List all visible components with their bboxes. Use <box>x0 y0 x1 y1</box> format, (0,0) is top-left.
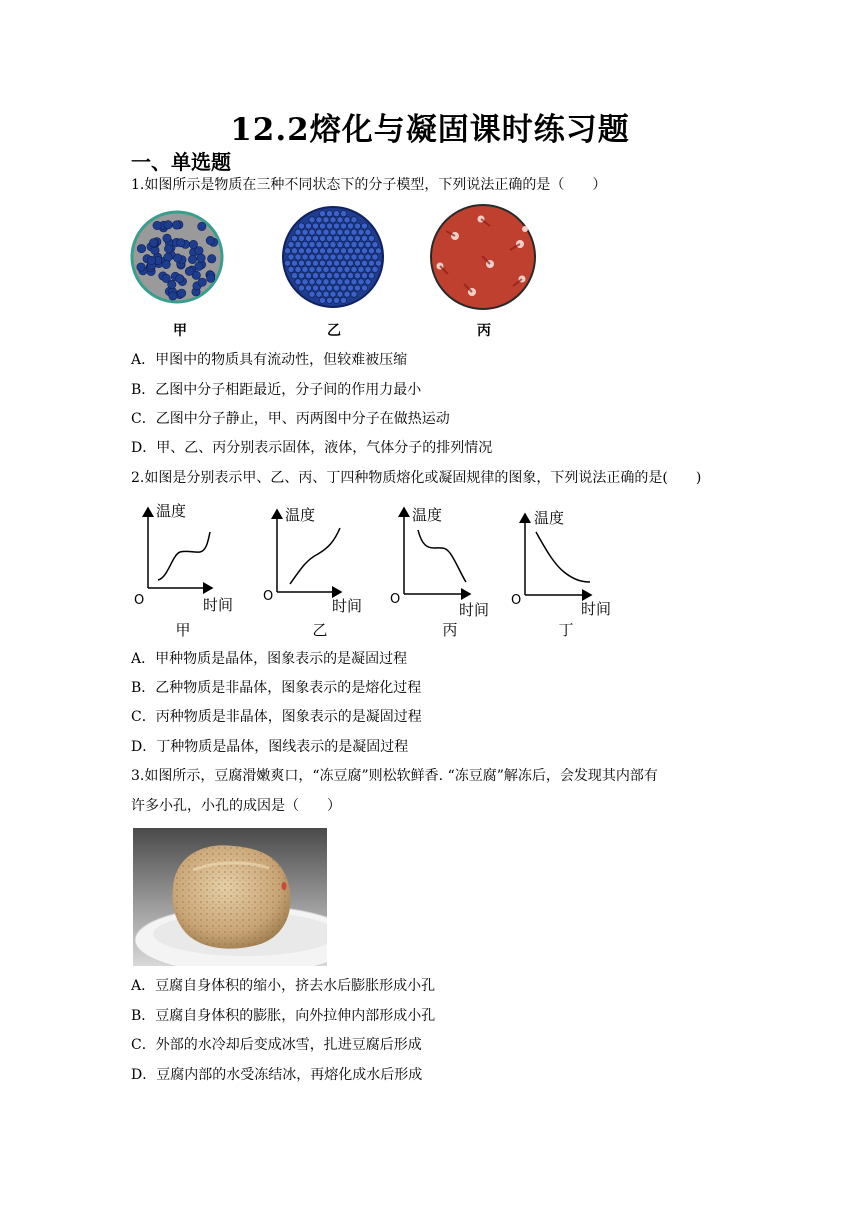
liquid-model-icon <box>132 212 222 302</box>
temperature-time-graphs <box>128 500 628 645</box>
graph-label-ding: 丁 <box>558 621 574 639</box>
graph-ylabel: 温度 <box>534 509 565 527</box>
page-title: 12.2熔化与凝固课时练习题 <box>230 112 630 148</box>
graph-xlabel: 时间 <box>581 600 612 618</box>
graph-xlabel: 时间 <box>459 601 490 619</box>
graph-xlabel: 时间 <box>332 597 363 615</box>
q3-stem-line2: 许多小孔，小孔的成因是（ ） <box>131 798 341 814</box>
q3-option-c: C．外部的水冷却后变成冰雪，扎进豆腐后形成 <box>131 1037 422 1053</box>
solid-model-icon <box>283 207 383 307</box>
figure-label-bing: 丙 <box>477 323 491 339</box>
graph-origin: O <box>263 589 274 604</box>
gas-model-icon <box>431 205 535 309</box>
graph-ding <box>511 509 611 639</box>
q2-option-a: A．甲种物质是晶体，图象表示的是凝固过程 <box>131 651 408 667</box>
q2-stem: 2.如图是分别表示甲、乙、丙、丁四种物质熔化或凝固规律的图象，下列说法正确的是( ) <box>131 470 702 486</box>
q2-option-b: B．乙种物质是非晶体，图象表示的是熔化过程 <box>131 680 422 696</box>
graph-bing <box>390 506 489 639</box>
figure-label-jia: 甲 <box>173 323 187 339</box>
curve-ding <box>536 532 590 582</box>
curve-jia <box>158 532 210 580</box>
graph-yi <box>263 506 362 639</box>
q2-option-c: C．丙种物质是非晶体，图象表示的是凝固过程 <box>131 709 422 725</box>
q3-option-b: B．豆腐自身体积的膨胀，向外拉伸内部形成小孔 <box>131 1008 436 1024</box>
graph-xlabel: 时间 <box>203 596 234 614</box>
section-heading: 一、单选题 <box>131 150 231 174</box>
frozen-tofu-photo <box>133 828 327 966</box>
curve-bing <box>418 530 466 582</box>
q1-stem: 1.如图所示是物质在三种不同状态下的分子模型，下列说法正确的是（ ） <box>131 177 607 193</box>
graph-ylabel: 温度 <box>156 502 187 520</box>
graph-ylabel: 温度 <box>412 506 443 524</box>
q1-option-c: C．乙图中分子静止，甲、丙两图中分子在做热运动 <box>131 411 450 427</box>
curve-yi <box>290 528 340 584</box>
q1-option-d: D．甲、乙、丙分别表示固体，液体，气体分子的排列情况 <box>131 440 493 456</box>
graph-origin: O <box>390 592 401 607</box>
graph-origin: O <box>134 593 145 608</box>
graph-ylabel: 温度 <box>285 506 316 524</box>
figure-label-yi: 乙 <box>327 323 341 339</box>
graph-label-bing: 丙 <box>442 621 458 639</box>
graph-origin: O <box>511 593 522 608</box>
q1-option-a: A．甲图中的物质具有流动性，但较难被压缩 <box>131 352 408 368</box>
graph-label-yi: 乙 <box>312 621 328 639</box>
graph-label-jia: 甲 <box>175 621 191 639</box>
q3-option-d: D．豆腐内部的水受冻结冰，再熔化成水后形成 <box>131 1067 423 1083</box>
q1-option-b: B．乙图中分子相距最近，分子间的作用力最小 <box>131 382 422 398</box>
q2-option-d: D．丁种物质是晶体，图线表示的是凝固过程 <box>131 739 409 755</box>
molecule-models-figure <box>130 204 550 344</box>
graph-jia <box>134 502 233 639</box>
q3-option-a: A．豆腐自身体积的缩小，挤去水后膨胀形成小孔 <box>131 978 436 994</box>
q3-stem-line1: 3.如图所示，豆腐滑嫩爽口，“冻豆腐”则松软鲜香. “冻豆腐”解冻后，会发现其内部有 <box>131 768 658 784</box>
